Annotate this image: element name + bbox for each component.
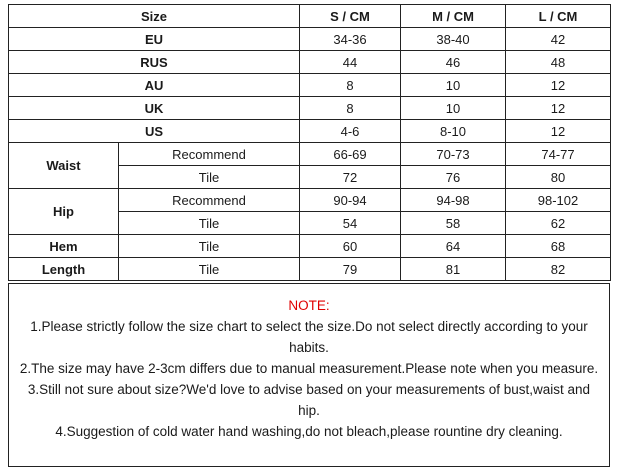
- table-row: [9, 97, 611, 120]
- cell: 70-73: [401, 143, 506, 166]
- cell: 10: [401, 74, 506, 97]
- cell: 10: [401, 97, 506, 120]
- header-size: Size: [9, 5, 300, 28]
- cell: 79: [300, 258, 401, 281]
- cell: 58: [401, 212, 506, 235]
- cell: 90-94: [300, 189, 401, 212]
- cell: 80: [506, 166, 611, 189]
- header-s: S / CM: [300, 5, 401, 28]
- table-row: [9, 28, 611, 51]
- header-l: L / CM: [506, 5, 611, 28]
- table-row: [9, 143, 611, 166]
- note-line: 2.The size may have 2-3cm differs due to manual measurement.Please note when you measure.: [19, 361, 599, 376]
- size-table: [8, 4, 611, 281]
- cell: 12: [506, 74, 611, 97]
- cell: 62: [506, 212, 611, 235]
- note-box: [8, 283, 610, 467]
- cell: 64: [401, 235, 506, 258]
- sub-label: Recommend: [119, 143, 300, 166]
- note-line: 4.Suggestion of cold water hand washing,do not bleach,please rountine dry cleaning.: [55, 424, 563, 439]
- note-title: NOTE:: [288, 298, 330, 313]
- cell: 66-69: [300, 143, 401, 166]
- cell: 68: [506, 235, 611, 258]
- cell: 81: [401, 258, 506, 281]
- cell: 98-102: [506, 189, 611, 212]
- row-label-au: AU: [9, 74, 300, 97]
- row-label-us: US: [9, 120, 300, 143]
- cell: 44: [300, 51, 401, 74]
- table-row: [9, 189, 611, 212]
- row-label-length: Length: [9, 258, 119, 281]
- header-m: M / CM: [401, 5, 506, 28]
- cell: 74-77: [506, 143, 611, 166]
- cell: 34-36: [300, 28, 401, 51]
- note-line: 1.Please strictly follow the size chart to select the size.Do not select directly according to your habits.: [30, 319, 588, 355]
- sub-label: Tile: [119, 212, 300, 235]
- cell: 72: [300, 166, 401, 189]
- table-row: [9, 120, 611, 143]
- row-label-eu: EU: [9, 28, 300, 51]
- cell: 54: [300, 212, 401, 235]
- cell: 4-6: [300, 120, 401, 143]
- cell: 46: [401, 51, 506, 74]
- note-line: 3.Still not sure about size?We'd love to advise based on your measurements of bust,waist and hip.: [27, 382, 591, 418]
- cell: 12: [506, 97, 611, 120]
- table-row: [9, 74, 611, 97]
- row-label-rus: RUS: [9, 51, 300, 74]
- cell: 82: [506, 258, 611, 281]
- table-row: [9, 51, 611, 74]
- cell: 38-40: [401, 28, 506, 51]
- cell: 12: [506, 120, 611, 143]
- table-row: [9, 258, 611, 281]
- row-label-hem: Hem: [9, 235, 119, 258]
- cell: 94-98: [401, 189, 506, 212]
- row-label-waist: Waist: [9, 143, 119, 189]
- cell: 8-10: [401, 120, 506, 143]
- cell: 8: [300, 97, 401, 120]
- cell: 42: [506, 28, 611, 51]
- sub-label: Tile: [119, 258, 300, 281]
- table-row: [9, 235, 611, 258]
- header-row: [9, 5, 611, 28]
- cell: 76: [401, 166, 506, 189]
- cell: 8: [300, 74, 401, 97]
- sub-label: Recommend: [119, 189, 300, 212]
- cell: 60: [300, 235, 401, 258]
- row-label-hip: Hip: [9, 189, 119, 235]
- row-label-uk: UK: [9, 97, 300, 120]
- sub-label: Tile: [119, 235, 300, 258]
- sub-label: Tile: [119, 166, 300, 189]
- cell: 48: [506, 51, 611, 74]
